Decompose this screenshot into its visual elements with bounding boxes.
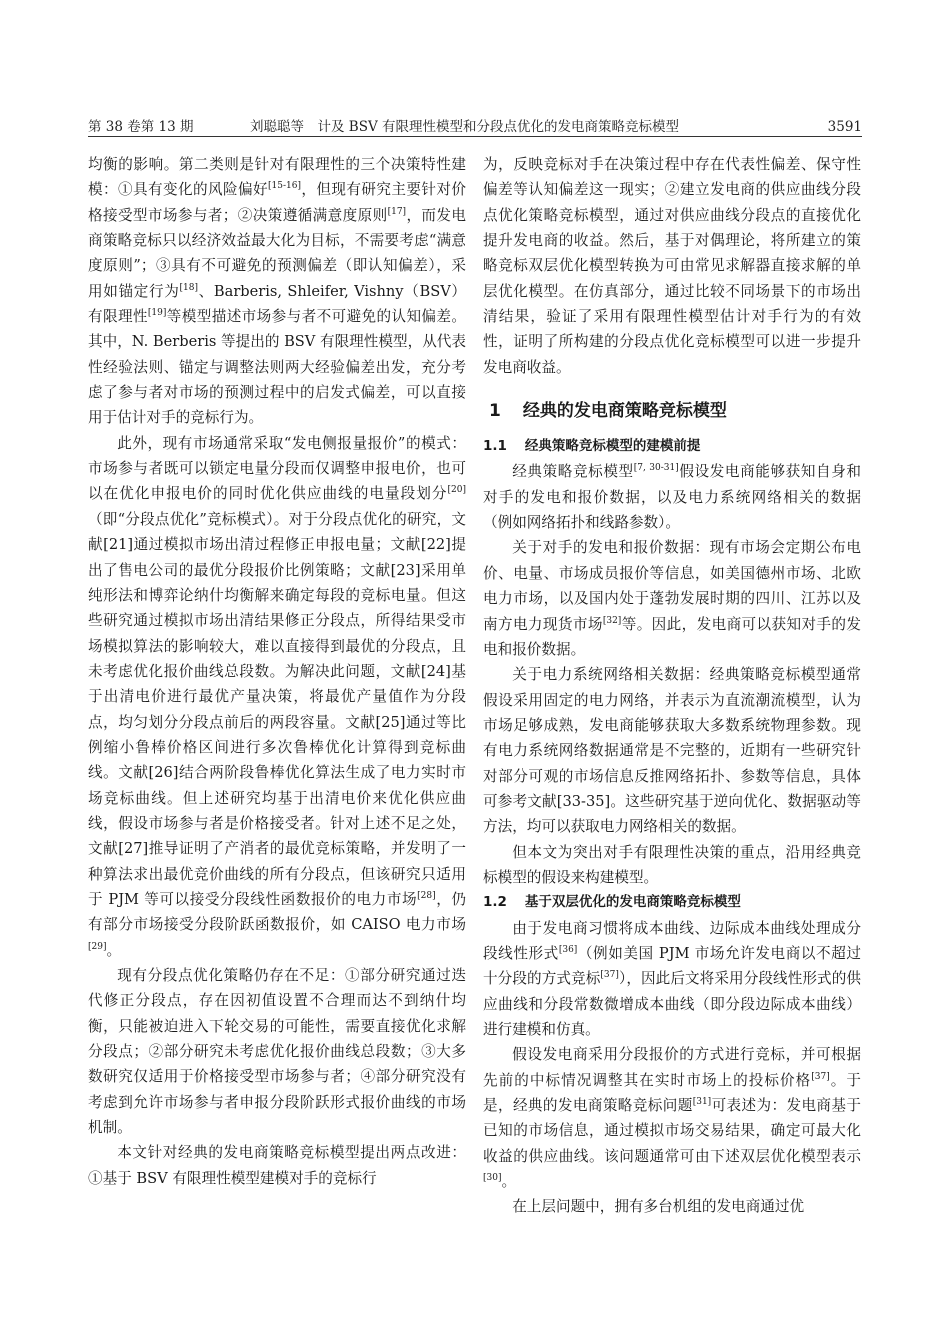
text: 由于发电商习惯将成本曲线、边际成本曲线处理成分段线性形式 (483, 919, 861, 962)
subsection-number: 1.1 (483, 438, 507, 455)
paragraph (483, 535, 861, 662)
text: 。 (501, 1173, 517, 1191)
citation: [20] (447, 485, 466, 496)
text: 假设发电商采用分段报价的方式进行竞标，并可根据先前的中标情况调整其在实时市场上的投标价格 (483, 1046, 861, 1089)
subsection-number: 1.2 (483, 894, 507, 911)
text: 、Barberis, Shleifer, Vishny（BSV）有限理性 (88, 282, 466, 326)
citation: [29] (88, 941, 107, 952)
text: 。于是，经典的发电商策略竞标问题 (483, 1071, 861, 1115)
text: 关于对手的发电和报价数据：现有市场会定期公布电价、电量、市场成员报价等信息，如美国德州市场、北欧电力市场，以及国内处于蓬勃发展时期的四川、江苏以及南方电力现货市场 (483, 539, 861, 633)
text: ，仍有部分市场接受分段阶跃函数报价，如 CAISO 电力市场 (88, 890, 466, 934)
citation: [37] (811, 1071, 830, 1082)
paragraph (88, 431, 466, 963)
citation: [30] (483, 1173, 502, 1184)
page-number: 3591 (827, 119, 862, 135)
paragraph: 本文针对经典的发电商策略竞标模型提出两点改进：①基于 BSV 有限理性模型建模对手的竞标行 (88, 1144, 466, 1187)
text: 此外，现有市场通常采取“发电侧报量报价”的模式：市场参与者既可以锁定电量分段而仅调整申报电价，也可以在优化申报电价的同时优化供应曲线的电量段划分 (88, 434, 466, 503)
paragraph: 关于电力系统网络相关数据：经典策略竞标模型通常假设采用固定的电力网络，并表示为直流潮流模型，认为市场足够成熟，发电商能够获取大多数系统物理参数。现有电力系统网络数据通常是不完整的，近期有一些研究针对部分可观的市场信息反推网络拓扑、参数等信息，具体可参考文献[33-35]。这些研究基于逆向优化、数据驱动等方法，均可以获取电力网络相关的数据。 (483, 666, 861, 836)
text: 可表述为：发电商基于已知的市场信息，通过模拟市场交易结果，确定可最大化收益的供应曲线。该问题通常可由下述双层优化模型表示 (483, 1097, 861, 1165)
subsection-heading (483, 434, 861, 459)
citation: [28] (417, 891, 436, 902)
right-column (483, 152, 861, 1220)
paragraph: 现有分段点优化策略仍存在不足：①部分研究通过迭代修正分段点，存在因初值设置不合理而达不到纳什均衡，只能被迫进入下轮交易的可能性，需要直接优化求解分段点；②部分研究未考虑优化报价曲线总段数；③大多数研究仅适用于价格接受型市场参与者；④部分研究没有考虑到允许市场参与者申报分段阶跃形式报价曲线的市场机制。 (88, 967, 466, 1137)
citation: [18] (179, 282, 198, 293)
text: 假设发电商能够获知自身和对手的发电和报价数据，以及电力系统网络相关的数据（例如网络拓扑和线路参数）。 (483, 463, 861, 532)
paragraph: 但本文为突出对手有限理性决策的重点，沿用经典竞标模型的假设来构建模型。 (483, 843, 861, 886)
running-title: 刘聪聪等 计及 BSV 有限理性模型和分段点优化的发电商策略竞标模型 (250, 119, 679, 135)
text: 经典策略竞标模型 (512, 463, 634, 481)
citation: [7, 30-31] (633, 463, 679, 474)
paragraph (483, 916, 861, 1043)
section-heading (483, 398, 861, 424)
text: 等。因此，发电商可以获知对手的发电和报价数据。 (483, 615, 861, 658)
citation: [17] (387, 206, 407, 217)
text: 均衡的影响。第二类则是针对有限理性的三个决策特性建模：①具有变化的风险偏好 (88, 156, 466, 199)
subsection-title: 基于双层优化的发电商策略竞标模型 (524, 894, 741, 911)
paragraph (483, 1042, 861, 1194)
subsection-heading (483, 890, 861, 915)
journal-volume: 第 38 卷第 13 期 (88, 119, 194, 135)
subsection-title: 经典策略竞标模型的建模前提 (524, 438, 701, 455)
citation: [32] (602, 615, 622, 626)
text: 。 (106, 941, 122, 959)
text: 等模型描述市场参与者不可避免的认知偏差。其中，N. Berberis 等提出的 BSV 有限理性模型，从代表性经验法则、锚定与调整法则两大经验偏差出发，充分考虑了参与者对市场的预测过程中的启发式偏差，可以直接用于估计对手的竞标行为。 (88, 308, 466, 427)
paragraph: 在上层问题中，拥有多台机组的发电商通过优 (512, 1198, 805, 1216)
citation: [37] (600, 970, 619, 981)
section-title: 经典的发电商策略竞标模型 (522, 401, 727, 422)
text: ，但现有研究主要针对价格接受型市场参与者；②决策遵循满意度原则 (88, 181, 466, 224)
text: （例如美国 PJM 市场允许发电商以不超过十分段的方式竞标 (483, 944, 861, 988)
paragraph (88, 152, 466, 431)
running-header (88, 113, 862, 135)
section-number: 1 (489, 401, 501, 422)
paragraph: 为，反映竞标对手在决策过程中存在代表性偏差、保守性偏差等认知偏差这一现实；②建立发电商的供应曲线分段点优化策略竞标模型，通过对供应曲线分段点的直接优化提升发电商的收益。然后，基于对偶理论，将所建立的策略竞标双层优化模型转换为可由常见求解器直接求解的单层优化模型。在仿真部分，通过比较不同场景下的市场出清结果，验证了采用有限理性模型估计对手行为的有效性，证明了所构建的分段点优化竞标模型可以进一步提升发电商收益。 (483, 156, 861, 376)
text: ，而发电商策略竞标只以经济效益最大化为目标，不需要考虑“满意度原则”；③具有不可避免的预测偏差（即认知偏差），采用如锚定行为 (88, 206, 466, 300)
text: ），因此后文将采用分段线性形式的供应曲线和分段常数微增成本曲线（即分段边际成本曲线）进行建模和仿真。 (483, 970, 861, 1038)
left-column (88, 152, 466, 1191)
header-rule (88, 136, 862, 137)
citation: [15-16] (268, 181, 301, 192)
citation: [36] (558, 945, 578, 956)
citation: [19] (147, 308, 167, 319)
paragraph (483, 459, 861, 535)
citation: [31] (692, 1097, 712, 1108)
text: （即“分段点优化”竞标模式）。对于分段点优化的研究，文献[21]通过模拟市场出清过程修正申报电量；文献[22]提出了售电公司的最优分段报价比例策略；文献[23]采用单纯形法和博弈论纳什均衡解来确定每段的竞标电量。但这些研究通过模拟市场出清结果修正分段点，所得结果受市场模拟算法的影响较大，难以直接得到最优的分段点，且未考虑优化报价曲线总段数。为解决此问题，文献[24]基于出清电价进行最优产量决策，将最优产量值作为分段点，均匀划分分段点前后的两段容量。文献[25]通过等比例缩小鲁棒价格区间进行多次鲁棒优化计算得到竞标曲线。文献[26]结合两阶段鲁棒优化算法生成了电力实时市场竞标曲线。但上述研究均基于出清电价来优化供应曲线，假设市场参与者是价格接受者。针对上述不足之处，文献[27]推导证明了产消者的最优竞标策略，并发明了一种算法求出最优竞价曲线的所有分段点，但该研究只适用于 PJM 等可以接受分段线性函数报价的电力市场 (88, 510, 466, 908)
